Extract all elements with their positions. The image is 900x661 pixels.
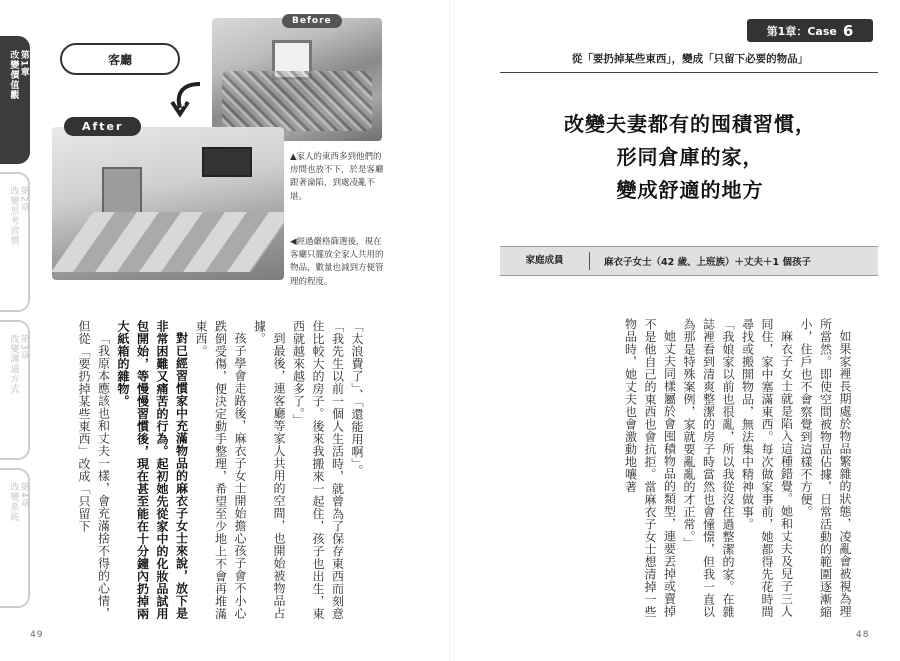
room-label: 客廳 [60,43,180,75]
case-label-bar [747,19,873,42]
emphasis-text: 對已經習慣家中充滿物品的麻衣子女士來說，放下是非常困難又痛苦的行為。起初她先從家中的化妝品試用包開始，等慢慢習慣後，現在甚至能在十分鐘內扔掉兩大紙箱的雜物。 [116,320,189,620]
case-label: 第1章：Case [766,24,837,38]
caption-before: ▲家人的東西多到他們的房間也放不下，於是客廳跟著淪陷，到處凌亂不堪。 [290,152,384,202]
page-number-right: 48 [856,630,870,640]
case-number: 6 [842,21,854,40]
page-title [520,108,860,207]
body-paragraph: 「我原本應該也和丈夫一樣，會充滿捨不得的心情，但從「要扔掉某些東西」改成「只留下 [77,320,111,620]
after-photo [52,127,284,280]
after-badge: After [64,117,141,136]
floor-mat-shape [52,212,284,272]
right-body-text [516,318,854,618]
tab-chapter-1[interactable]: 第1章 改變價值觀 [0,36,30,164]
body-paragraph: 到最後，連客廳等家人共用的空間，也開始被物品占據。 [252,320,286,620]
tab-chapter-2[interactable]: 第2章 改變思考習慣 [0,172,30,312]
title-line: 變成舒適的地方 [616,178,764,202]
family-label: 家庭成員 [500,252,590,270]
body-paragraph-bold [113,320,191,620]
tab-chapter-4[interactable]: 第4章 改變系統 [0,468,30,608]
curved-arrow-icon [168,78,208,118]
title-line: 改變夫妻都有的囤積習慣， [564,112,816,136]
body-paragraph: 「我娘家以前也很亂，所以我從沒住過整潔的家。在雜誌裡看到清爽整潔的房子時當然也會憧憬，但我一直以為那是特殊案例，家就要亂亂的才正常。」 [682,318,735,618]
before-photo [212,18,382,141]
body-paragraph: 「我先生以前一個人生活時，就曾為了保存東西而刻意住比較大的房子。後來我搬來一起住，孩子也出生，東西就越來越多了。」 [291,320,345,620]
clutter-shape [222,71,372,131]
caption-after: ◀經過嚴格篩選後，現在客廳只擺放全家人共用的物品，數量也減到方便管理的程度。 [290,237,384,287]
tab-chapter-3[interactable]: 第3章 改變溝通方式 [0,320,30,460]
shelf-shape [102,167,142,217]
body-paragraph: 她丈夫同樣屬於會囤積物品的類型，連要丟掉或賣掉不是他自己的東西也會抗拒。當麻衣子女士想清掉一些物品時，她丈夫也會激動地嚷著 [623,318,677,618]
body-paragraph: 孩子學會走路後，麻衣子女士開始擔心孩子會不小心跌倒受傷，便決定動手整理，希望至少地上不會再堆滿東西。 [194,320,247,620]
body-paragraph: 如果家裡長期處於物品繁雜的狀態，凌亂會被視為理所當然。即使空間被物品佔據，日常活動的範圍逐漸縮小，住戶也不會察覺到這樣不方便。 [799,318,852,618]
header-divider [500,72,878,73]
before-badge: Before [282,14,342,28]
page-number-left: 49 [30,630,44,640]
title-line: 形同倉庫的家， [616,145,764,169]
family-members-bar [500,246,878,276]
family-value: 麻衣子女士（42 歲、上班族）＋丈夫＋1 個孩子 [604,257,811,268]
left-body-text [48,320,366,620]
body-paragraph: 麻衣子女士就是陷入這種錯覺。她和丈夫及兒子三人同住，家中塞滿東西。每次做家事前，她都得先花時間尋找或搬開物品，無法集中精神做事。 [740,318,794,618]
page-gutter [449,0,451,661]
subtitle: 從「要扔掉某些東西」，變成「只留下必要的物品」 [571,53,809,65]
body-paragraph: 「太浪費了」、「還能用啊」。 [350,320,364,477]
tv-shape [202,147,252,177]
